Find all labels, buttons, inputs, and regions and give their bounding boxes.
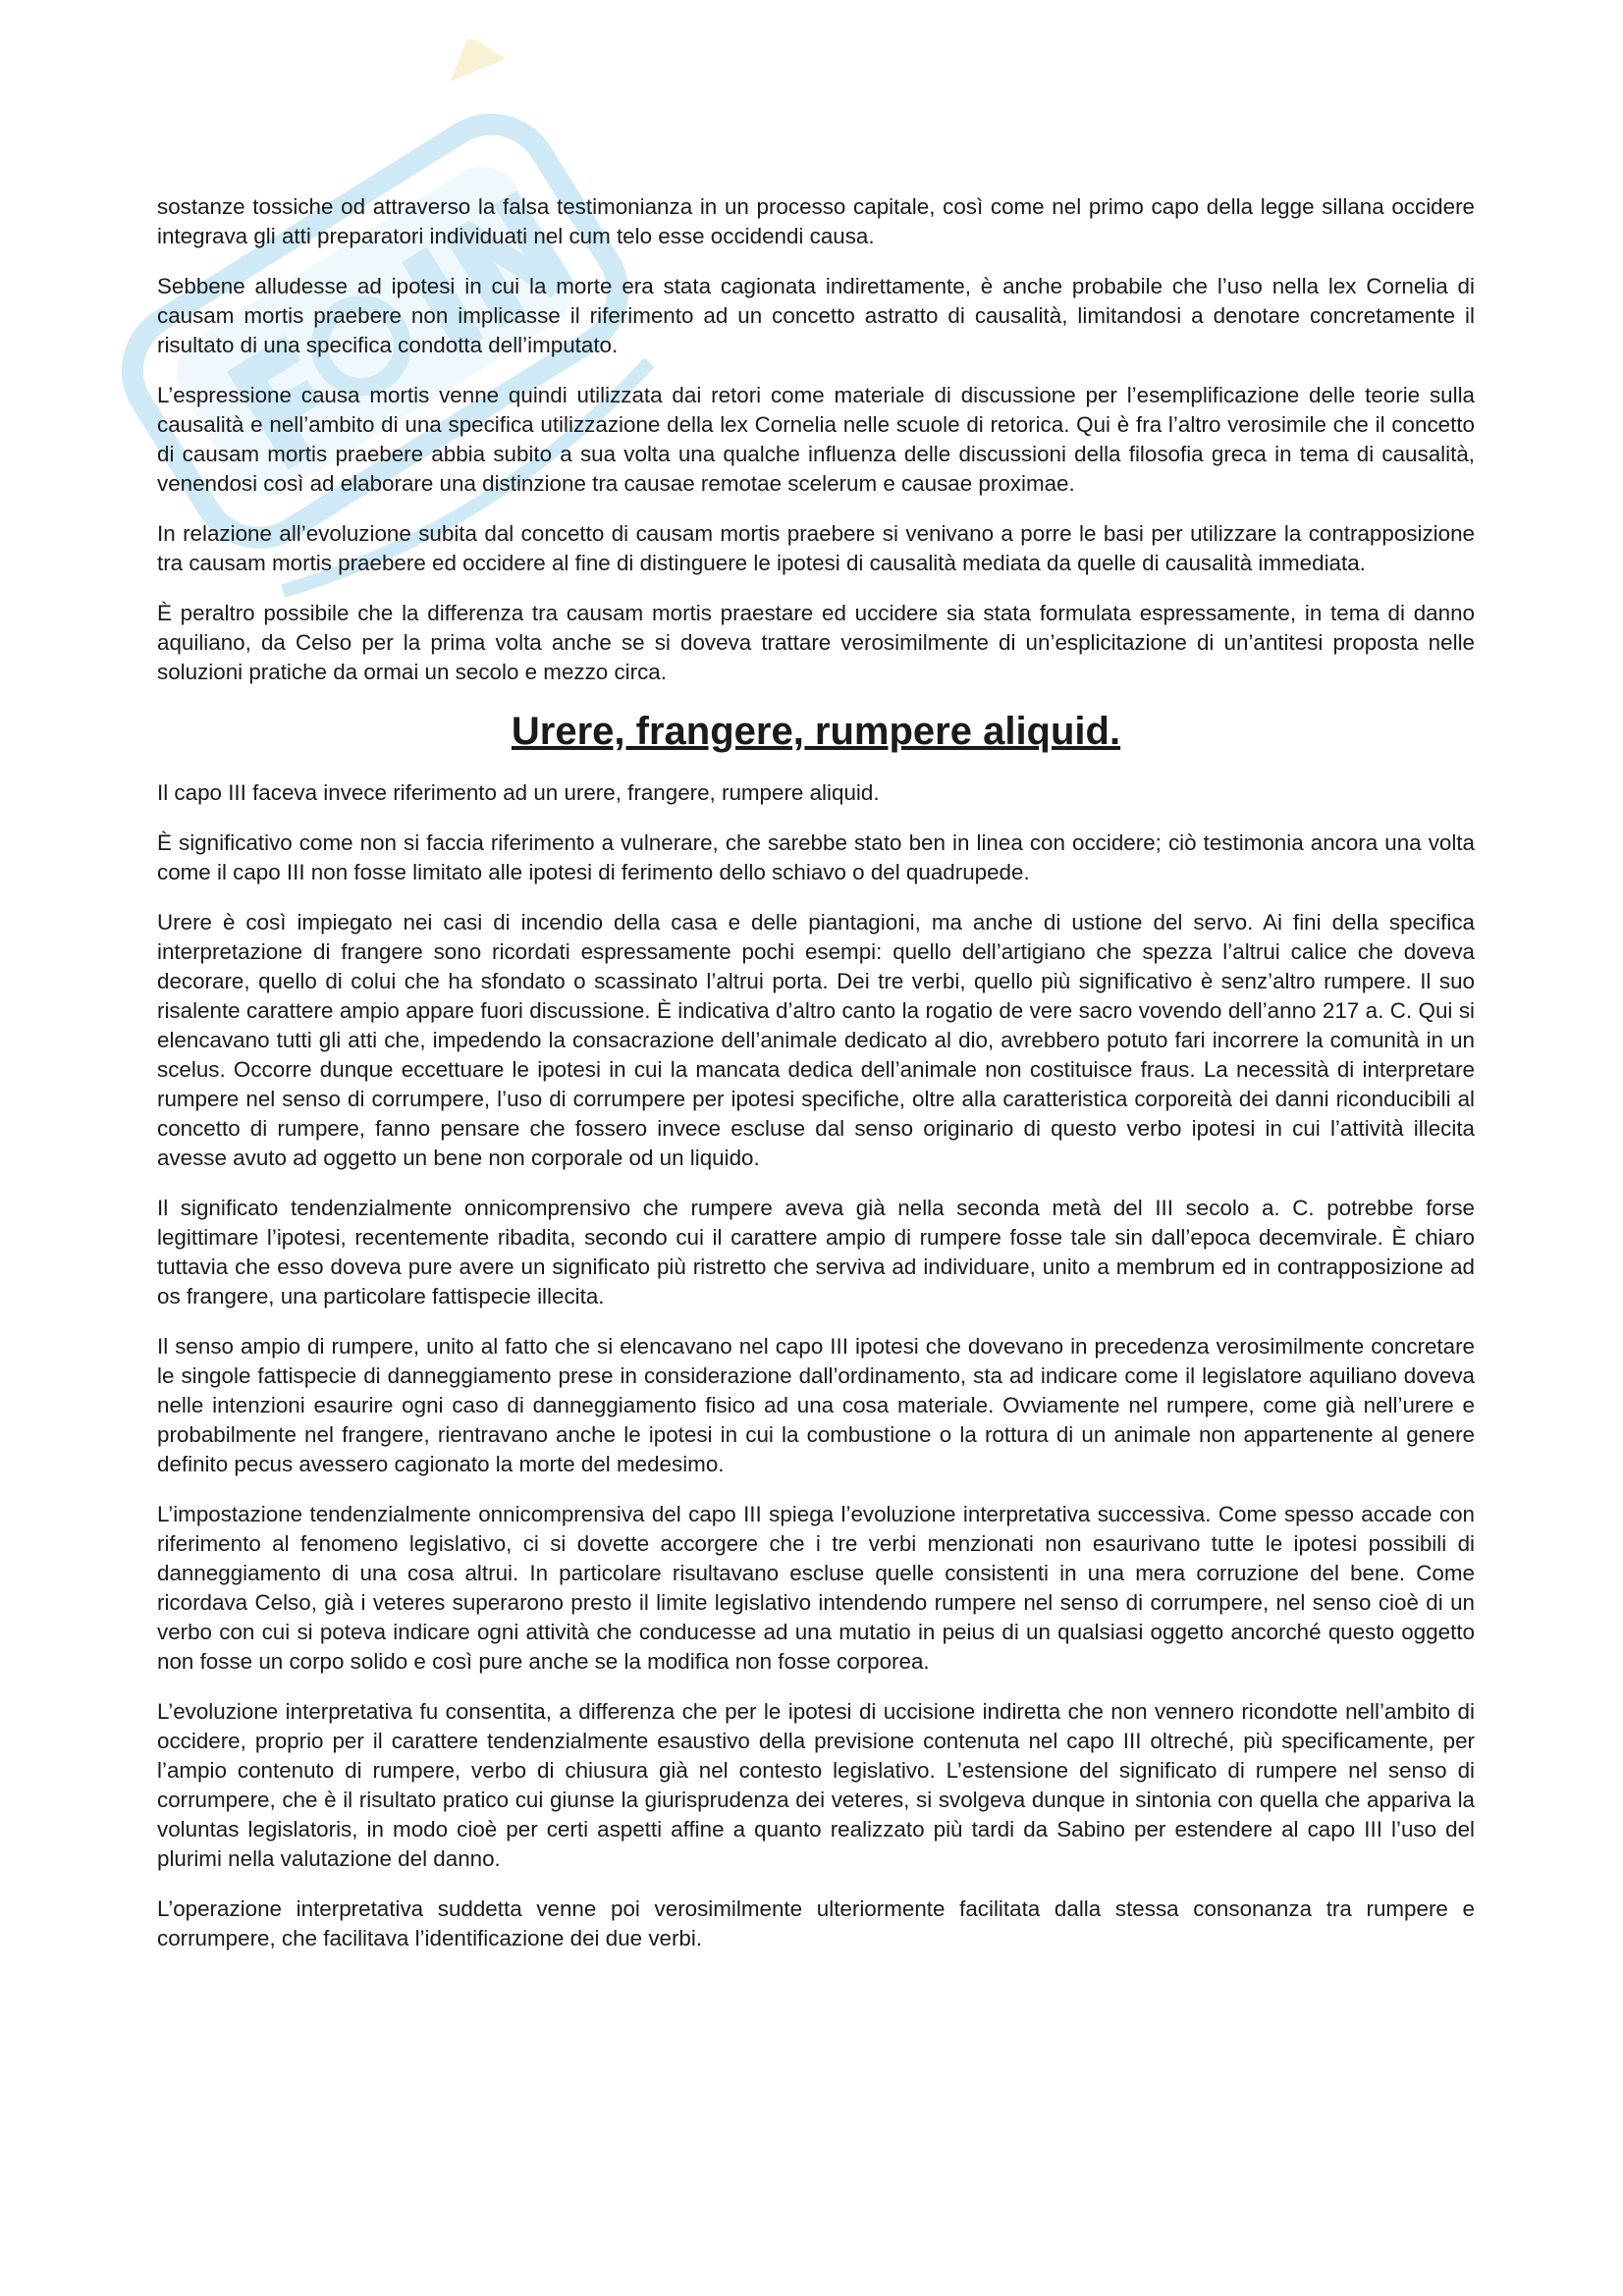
paragraph: Il capo III faceva invece riferimento ad un urere, frangere, rumpere aliquid.: [157, 780, 880, 805]
paragraph: L’espressione causa mortis venne quindi utilizzata dai retori come materiale di discussione per l’esemplificazione delle teorie sulla causalità e nell’ambito di una specifica utilizzazione della lex Cornelia nelle scuole di retorica. Qui è fra l’altro verosimile che il concetto di causam mortis praebere abbia subito a sua volta una qualche influenza delle discussioni della filosofia greca in tema di causalità, venendosi così ad elaborare una distinzione tra causae remotae scelerum e causae proximae.: [157, 383, 1475, 496]
paragraph: Sebbene alludesse ad ipotesi in cui la morte era stata cagionata indirettamente, è anche probabile che l’uso nella lex Cornelia di causam mortis praebere non implicasse il riferimento ad un concetto astratto di causalità, limitandosi a denotare concretamente il risultato di una specifica condotta dell’imputato.: [157, 274, 1475, 357]
document-body: [157, 192, 1475, 1974]
paragraph: Il senso ampio di rumpere, unito al fatto che si elencavano nel capo III ipotesi che dovevano in precedenza verosimilmente concretare le singole fattispecie di danneggiamento prese in considerazione dall’ordinamento, sta ad indicare come il legislatore aquiliano doveva nelle intenzioni esaurire ogni caso di danneggiamento fisico ad una cosa materiale. Ovviamente nel rumpere, come già nell’urere e probabilmente nel frangere, rientravano anche le ipotesi in cui la combustione o la rottura di un animale non appartenente al genere definito pecus avessero cagionato la morte del medesimo.: [157, 1334, 1475, 1476]
paragraph: È peraltro possibile che la differenza tra causam mortis praestare ed uccidere sia stata formulata espressamente, in tema di danno aquiliano, da Celso per la prima volta anche se si doveva trattare verosimilmente di un’esplicitazione di un’antitesi proposta nelle soluzioni pratiche da ormai un secolo e mezzo circa.: [157, 601, 1475, 684]
paragraph: sostanze tossiche od attraverso la falsa testimonianza in un processo capitale, così come nel primo capo della legge sillana occidere integrava gli atti preparatori individuati nel cum telo esse occidendi causa.: [157, 194, 1475, 248]
section-title: Urere, frangere, rumpere aliquid.: [511, 710, 1121, 753]
paragraph: L’operazione interpretativa suddetta venne poi verosimilmente ulteriormente facilitata dalla stessa consonanza tra rumpere e corrumpere, che facilitava l’identificazione dei due verbi.: [157, 1896, 1475, 1950]
paragraph: L’impostazione tendenzialmente onnicomprensiva del capo III spiega l’evoluzione interpretativa successiva. Come spesso accade con riferimento al fenomeno legislativo, ci si dovette accorgere che i tre verbi menzionati non esaurivano tutte le ipotesi possibili di danneggiamento di una cosa altrui. In particolare risultavano escluse quelle consistenti in una mera corruzione del bene. Come ricordava Celso, già i veteres superarono presto il limite legislativo intendendo rumpere nel senso di corrumpere, nel senso cioè di un verbo con cui si poteva indicare ogni attività che conducesse ad una mutatio in peius di un qualsiasi oggetto ancorché questo oggetto non fosse un corpo solido e così pure anche se la modifica non fosse corporea.: [157, 1502, 1475, 1674]
paragraph: Urere è così impiegato nei casi di incendio della casa e delle piantagioni, ma anche di ustione del servo. Ai fini della specifica interpretazione di frangere sono ricordati espressamente pochi esempi: quello dell’artigiano che spezza l’altrui calice che doveva decorare, quello di colui che ha sfondato o scassinato l’altrui porta. Dei tre verbi, quello più significativo è senz’altro rumpere. Il suo risalente carattere ampio appare fuori discussione. È indicativa d’altro canto la rogatio de vere sacro vovendo dell’anno 217 a. C. Qui si elencavano tutti gli atti che, impedendo la consacrazione dell’animale dedicato al dio, avrebbero potuto fari incorrere la comunità in un scelus. Occorre dunque eccettuare le ipotesi in cui la mancata dedica dell’animale non costituisce fraus. La necessità di interpretare rumpere nel senso di corrumpere, l’uso di corrumpere per ipotesi specifiche, oltre alla caratteristica corporeità dei danni riconducibili al concetto di rumpere, fanno pensare che fossero invece escluse dal senso originario di questo verbo ipotesi in cui l’attività illecita avesse avuto ad oggetto un bene non corporale od un liquido.: [157, 910, 1475, 1170]
paragraph: L’evoluzione interpretativa fu consentita, a differenza che per le ipotesi di uccisione indiretta che non vennero ricondotte nell’ambito di occidere, proprio per il carattere tendenzialmente esaustivo della previsione contenuta nel capo III oltreché, più specificamente, per l’ampio contenuto di rumpere, verbo di chiusura già nel contesto legislativo. L’estensione del significato di rumpere nel senso di corrumpere, che è il risultato pratico cui giunse la giurisprudenza dei veteres, si svolgeva dunque in sintonia con quella che appariva la voluntas legislatoris, in modo cioè per certi aspetti affine a quanto realizzato più tardi da Sabino per estendere al capo III l’uso del plurimi nella valutazione del danno.: [157, 1699, 1475, 1871]
paragraph: È significativo come non si faccia riferimento a vulnerare, che sarebbe stato ben in linea con occidere; ciò testimonia ancora una volta come il capo III non fosse limitato alle ipotesi di ferimento dello schiavo o del quadrupede.: [157, 830, 1475, 884]
paragraph: In relazione all’evoluzione subita dal concetto di causam mortis praebere si venivano a porre le basi per utilizzare la contrapposizione tra causam mortis praebere ed occidere al fine di distinguere le ipotesi di causalità mediata da quelle di causalità immediata.: [157, 521, 1475, 575]
paragraph: Il significato tendenzialmente onnicomprensivo che rumpere aveva già nella seconda metà del III secolo a. C. potrebbe forse legittimare l’ipotesi, recentemente ribadita, secondo cui il carattere ampio di rumpere fosse tale sin dall’epoca decemvirale. È chiaro tuttavia che esso doveva pure avere un significato più ristretto che serviva ad individuare, unito a membrum ed in contrapposizione ad os frangere, una particolare fattispecie illecita.: [157, 1196, 1475, 1308]
